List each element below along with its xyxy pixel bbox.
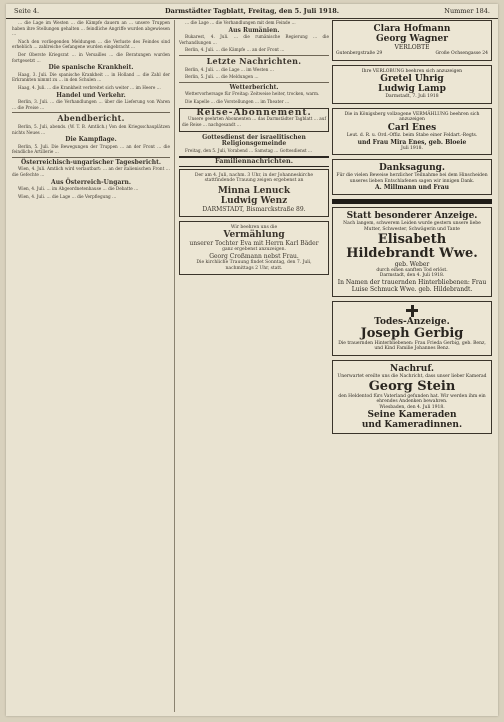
obituary-text: Nach langem, schwerem Leiden wurde gestern unsere liebe Mutter, Schwester, Schwägerin und Tante	[343, 221, 481, 232]
marriage-name: Carl Enes	[387, 122, 437, 133]
page-label: Seite 4.	[14, 7, 40, 15]
memorial-signed-2: und Kameradinnen.	[361, 420, 463, 431]
column-2	[174, 20, 329, 712]
wedding-ad-intro: Der am 4. Juli, nachm. 3 Uhr, in der Johanneskirche stattfindende Trauung zeigen ergebenst an	[194, 172, 314, 184]
article-paragraph: Haag, 3. Juli. Die spanische Krankheit … in Holland … die Zahl der Erkrankten nimmt zu … in den Schulen …	[12, 71, 170, 83]
heading-latest-news: Letzte Nachrichten.	[206, 55, 302, 66]
article-paragraph: … die Lage … die Verhandlungen mit dem Feinde …	[185, 20, 296, 25]
memorial-name: Georg Stein	[368, 378, 456, 394]
obituary-title: Statt besonderer Anzeige.	[346, 211, 478, 222]
wedding-ad-wenz	[179, 169, 329, 217]
masthead	[6, 4, 498, 19]
obituary-name: Elisabeth Hildebrandt Wwe.	[346, 231, 478, 261]
engagement-name-2: Ludwig Lamp	[378, 84, 446, 95]
obituary-text-2: durch einen sanften Tod erlöst.	[376, 267, 448, 273]
divider	[179, 82, 329, 83]
iron-cross-icon	[406, 305, 418, 317]
obituary-mourners: In Namen der trauernden Hinterbliebenen: Frau Luise Schmuck Wwe. geb. Hildebrandt.	[337, 278, 487, 293]
article-paragraph: Berlin, 4. Juli. … die Lage … im Westen …	[185, 66, 274, 72]
marriage-name-2: und Frau Mira Enes, geb. Bloeie	[357, 138, 467, 146]
engagement-place: Darmstadt, 7. Juli 1918	[385, 94, 439, 100]
engagement-name-1: Gretel Uhrig	[380, 74, 444, 85]
paper-line: Darmstädter Tagblatt, Freitag, den 5. Juli 1918.	[164, 7, 339, 15]
wedding-ad-name-bride: Minna Lenuck	[217, 185, 291, 196]
obituary-born: geb. Weber	[394, 260, 430, 268]
marriage-ad-title: Vermählung	[223, 230, 285, 241]
marriage-detail: Leut. d. R. u. Ord.-Offiz. beim Stabe einer Feldart.-Regts.	[346, 132, 478, 138]
heading-romania: Aus Rumänien.	[228, 26, 280, 34]
article-paragraph: Bukarest, 4. Juli. … die rumänische Regierung … die Verhandlungen …	[179, 34, 329, 45]
engagement-ad-hofmann-wagner	[332, 20, 492, 61]
heading-trade: Handel und Verkehr.	[56, 91, 126, 99]
marriage-intro: Die in Königsberg vollzogene VERMÄHLUNG beehren sich anzuzeigen	[344, 111, 480, 123]
article-paragraph: Die Kapelle … die Vorstellungen … im Theater …	[185, 98, 290, 104]
engagement-intro: Ihre VERLOBUNG beehren sich anzuzeigen	[361, 68, 463, 74]
article-paragraph: Wien, 4. Juli. … die Lage … die Verpflegung …	[18, 193, 117, 199]
memorial-place: Wiesbaden, den 4. Juli 1918.	[379, 404, 445, 410]
thanks-text: Für die vielen Beweise herzlicher Teilnahme bei dem Hinscheiden unseres lieben Entschlafenen sagen wir innigen Dank.	[336, 173, 488, 184]
obituary-place: Darmstadt, den 4. Juli 1918.	[379, 273, 445, 279]
memorial-stein	[332, 360, 492, 434]
marriage-ad-intro: Wir beehren uns die	[230, 224, 278, 230]
thanks-ad-millmann	[332, 159, 492, 195]
marriage-ad-signed: Georg Croßmann nebst Frau.	[209, 253, 299, 261]
weather-forecast: Wettervorhersage für Freitag: Zeitweise heiter, trocken, warm.	[185, 91, 320, 97]
divider	[12, 157, 170, 158]
column-1	[12, 20, 170, 712]
column-3	[332, 20, 492, 712]
heading-fight-situation: Die Kampflage.	[65, 136, 117, 144]
thanks-title: Danksagung.	[378, 163, 446, 174]
article-paragraph: Berlin, 3. Juli. … die Verhandlungen … über die Lieferung von Waren … die Preise …	[12, 99, 170, 110]
heading-evening-report: Abendbericht.	[57, 113, 125, 124]
marriage-date: Juli 1918.	[401, 145, 423, 151]
black-bar	[332, 199, 492, 204]
death-notice-name: Joseph Gerbig	[360, 325, 464, 341]
wedding-ad-name-groom: Ludwig Wenz	[220, 195, 288, 206]
article-paragraph: Wien, 4. Juli. … im Abgeordnetenhause … die Debatte …	[18, 186, 139, 192]
newspaper-page	[6, 4, 498, 716]
heading-weather: Wetterbericht.	[229, 83, 279, 91]
death-notice-mourners: Die trauernden Hinterbliebenen: Frau Frieda Gerbig, geb. Benz, und Kind Familie Johannes Benz.	[338, 340, 486, 352]
heading-spanish-disease: Die spanische Krankheit.	[48, 64, 134, 72]
article-paragraph: Haag, 4. Juli. … die Krankheit verbreitet sich weiter … im Heere …	[18, 84, 161, 90]
article-paragraph: Wien, 4. Juli. Amtlich wird verlautbart: … an der italienischen Front … die Gefechte …	[12, 166, 170, 178]
article-paragraph: Berlin, 5. Juli. Die Bewegungen der Truppen … an der Front … die feindliche Artillerie …	[12, 143, 170, 155]
engagement-address-right: Große Ochsengasse 24	[435, 51, 488, 56]
travel-subscription-title: Reise-Abonnement.	[196, 107, 312, 118]
article-paragraph: … die Lage im Westen … die Kämpfe dauern an … unsere Truppen haben ihre Stellungen gehalten … feindliche Angriffe wurden abgewiesen …	[12, 20, 170, 37]
memorial-text-2: den Heldentod fürs Vaterland gefunden hat. Wir werden ihm ein ehrendes Andenken bewahren.	[338, 393, 486, 405]
heading-austro-hungarian-report: Österreichisch-ungarischer Tagesbericht.	[21, 158, 161, 166]
memorial-text: Unerwartet ereilte uns die Nachricht, dass unser lieber Kamerad	[337, 373, 487, 379]
heading-services: Gottesdienst der israelitischen Religionsgemeinde	[202, 134, 306, 147]
heading-austria-hungary: Aus Österreich-Ungarn.	[51, 178, 131, 186]
issue-number: Nummer 184.	[444, 7, 490, 15]
marriage-ad-names: unserer Tochter Eva mit Herrn Karl Bäder	[189, 240, 319, 248]
memorial-signed-1: Seine Kameraden	[367, 410, 457, 421]
death-notice-gerbig	[332, 301, 492, 356]
memorial-title: Nachruf.	[389, 363, 435, 374]
death-notice-title: Todes-Anzeige.	[374, 316, 450, 327]
thanks-signed: A. Millmann und Frau	[375, 184, 449, 192]
wedding-ad-place: DARMSTADT, Bismarckstraße 89.	[202, 205, 306, 213]
article-paragraph: Nach den vorliegenden Meldungen … die Verluste des Feindes sind erheblich … zahlreiche Gefangene wurden eingebracht …	[12, 38, 170, 50]
travel-subscription-text: Unsere geehrten Abonnenten … das Darmstädter Tagblatt … auf die Reise … nachgesandt …	[182, 116, 326, 127]
engagement-name-2: Georg Wagner	[375, 34, 449, 44]
article-paragraph: Berlin, 5. Juli, abends. (W. T. B. Amtlich.) Von den Kriegsschauplätzen nichts Neues …	[12, 123, 170, 135]
obituary-hildebrandt	[332, 207, 492, 296]
article-paragraph: Der Oberste Kriegsrat … in Versailles … die Beratungen wurden fortgesetzt …	[12, 51, 170, 63]
marriage-ad-note: Die kirchliche Trauung findet Sonntag, den 7. Juli, nachmittags 2 Uhr, statt.	[196, 260, 312, 271]
engagement-ad-uhrig-lamp	[332, 65, 492, 104]
heading-family-news: Familiennachrichten.	[179, 156, 329, 167]
article-paragraph: Berlin, 5. Juli. … die Meldungen …	[185, 74, 259, 80]
article-paragraph: Berlin, 4. Juli. … die Kämpfe … an der Front …	[185, 47, 285, 53]
engagement-name-1: Clara Hofmann	[373, 24, 451, 34]
travel-subscription-box	[179, 108, 329, 133]
engagement-label: VERLOBTE	[394, 44, 430, 51]
marriage-ad-croszmann	[179, 221, 329, 275]
marriage-ad-enes	[332, 108, 492, 155]
engagement-address-left: Gutenbergstraße 29	[336, 51, 383, 56]
marriage-ad-announce: ganz ergebenst anzuzeigen.	[222, 247, 286, 253]
services-text: Freitag, den 5. Juli, Vorabend … Samstag … Gottesdienst …	[185, 147, 313, 153]
